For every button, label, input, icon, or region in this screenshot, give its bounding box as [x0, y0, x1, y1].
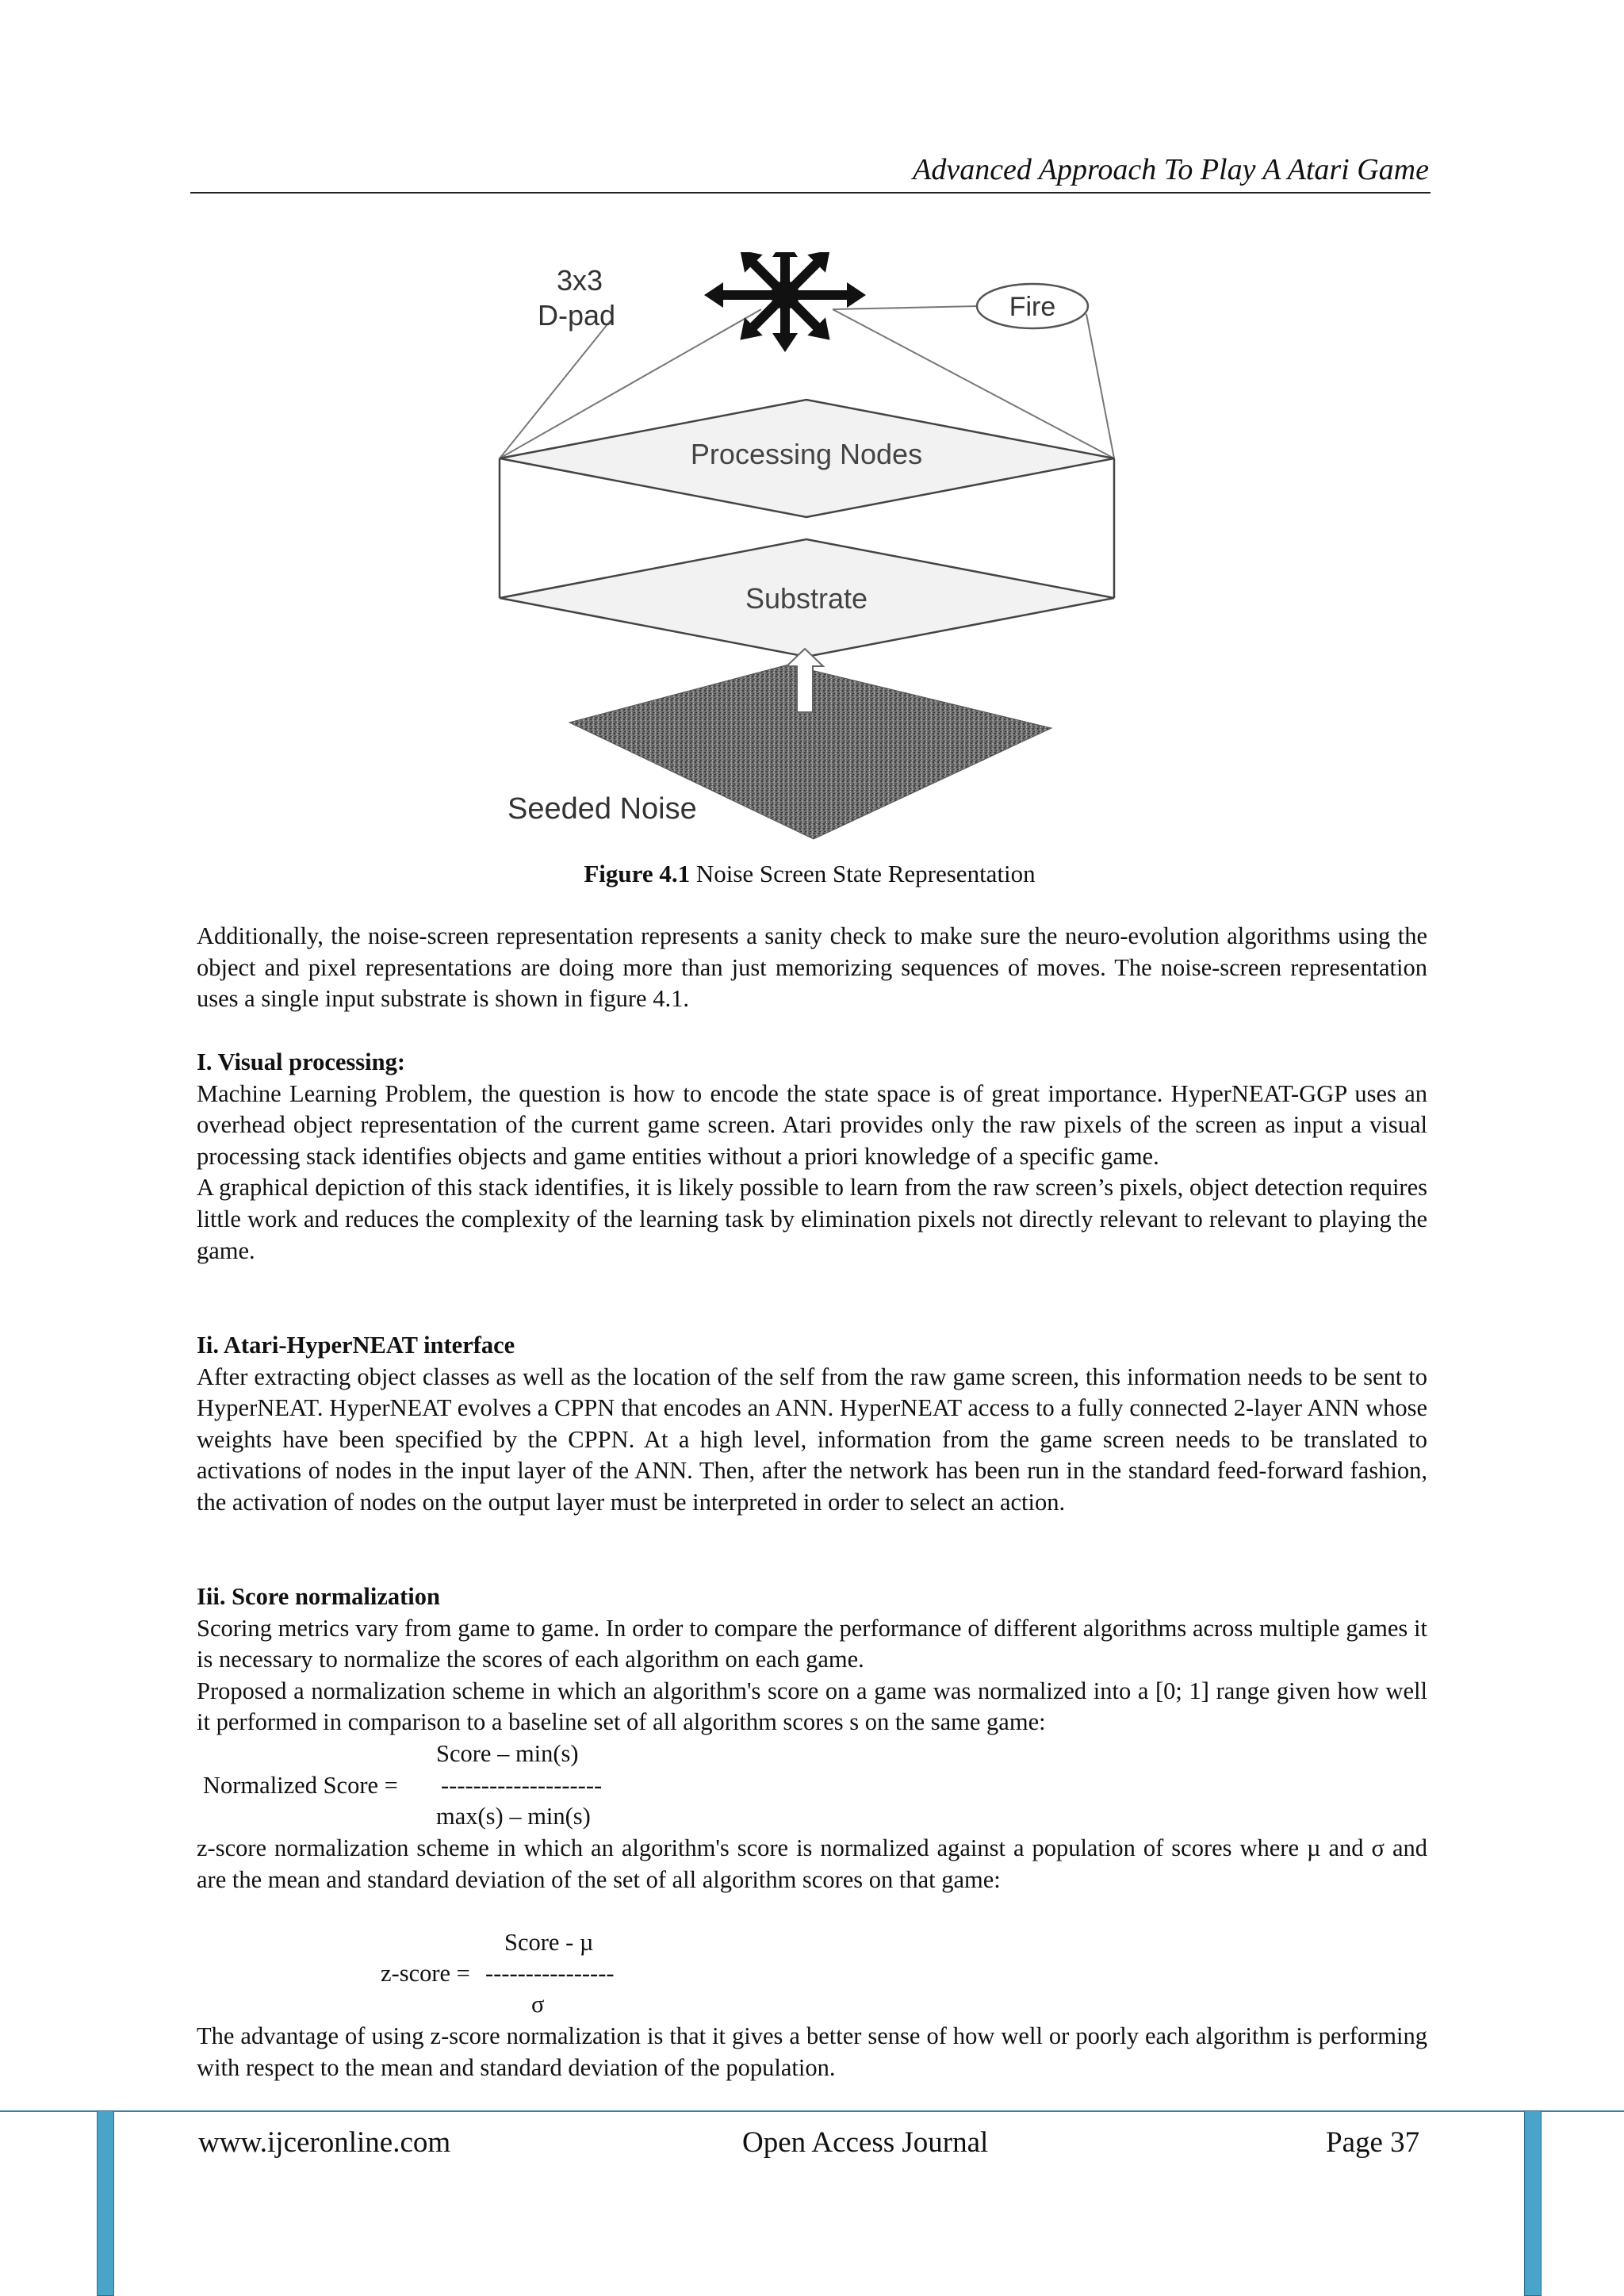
footer-website: www.ijceronline.com	[198, 2126, 451, 2159]
paragraph: The advantage of using z-score normalization is that it gives a better sense of how well or poorly each algorithm is performing with respect to the mean and standard deviation of the population.	[197, 2022, 1427, 2081]
eq1-fraction-bar: --------------------	[441, 1772, 603, 1799]
paragraph: z-score normalization scheme in which an algorithm's score is normalized against a population of scores where µ and σ and are the mean and standard deviation of the set of all algorithm scores on that game:	[197, 1834, 1427, 1893]
figure-caption-label: Figure 4.1	[584, 860, 691, 887]
connector-line	[500, 320, 611, 458]
eq2-denominator: σ	[531, 1991, 545, 2018]
section-hyperneat-interface	[197, 1330, 1427, 1519]
figure-caption-text: Noise Screen State Representation	[690, 860, 1036, 887]
figure-4-1	[476, 252, 1150, 847]
paragraph: Machine Learning Problem, the question is how to encode the state space is of great importance. HyperNEAT-GGP uses an overhead object representation of the current game screen. Atari provides only the raw pixels of the screen as input a visual processing stack identifies objects and game entities without a priori knowledge of a specific game.	[197, 1079, 1427, 1170]
conclusion-paragraph	[197, 2021, 1427, 2083]
section-score-normalization	[197, 1581, 1427, 1738]
processing-nodes-label: Processing Nodes	[690, 438, 923, 470]
eq1-lhs: Normalized Score =	[203, 1772, 398, 1799]
eq1-numerator: Score – min(s)	[436, 1740, 579, 1767]
footer-page-number: Page 37	[1326, 2126, 1420, 2159]
section-visual-processing	[197, 1047, 1427, 1267]
fire-label: Fire	[1009, 292, 1056, 322]
dpad-label-line2: D-pad	[538, 299, 616, 332]
footer-left-bar	[97, 2110, 114, 2296]
connector-line	[1086, 314, 1114, 458]
paragraph: Scoring metrics vary from game to game. In order to compare the performance of different algorithms across multiple games it is necessary to normalize the scores of each algorithm on each game.	[197, 1614, 1427, 1673]
seeded-noise-label: Seeded Noise	[508, 792, 697, 826]
intro-paragraph	[197, 921, 1427, 1015]
eq2-fraction-bar: ----------------	[485, 1960, 615, 1987]
section-heading: I. Visual processing:	[197, 1048, 405, 1075]
running-title: Advanced Approach To Play A Atari Game	[913, 153, 1429, 186]
eq2-numerator: Score - µ	[504, 1929, 594, 1956]
eq1-denominator: max(s) – min(s)	[436, 1803, 591, 1830]
dpad-label-line1: 3x3	[557, 264, 603, 297]
footer-journal: Open Access Journal	[742, 2126, 989, 2159]
paragraph: A graphical depiction of this stack identifies, it is likely possible to learn from the raw screen’s pixels, object detection requires little work and reduces the complexity of the learning task by elimination pixels not directly relevant to relevant to playing the game.	[197, 1174, 1427, 1264]
paragraph: After extracting object classes as well as the location of the self from the raw game screen, this information needs to be sent to HyperNEAT. HyperNEAT evolves a CPPN that encodes an ANN. HyperNEAT access to a fully connected 2-layer ANN whose weights have been specified by the CPPN. At a high level, information from the game screen needs to be translated to activations of nodes in the input layer of the ANN. Then, after the network has been run in the standard feed-forward fashion, the activation of nodes on the output layer must be interpreted in order to select an action.	[197, 1363, 1427, 1516]
section-heading: Ii. Atari-HyperNEAT interface	[197, 1332, 515, 1359]
substrate-label: Substrate	[745, 582, 868, 615]
zscore-paragraph	[197, 1833, 1427, 1895]
paragraph: Proposed a normalization scheme in which an algorithm's score on a game was normalized into a [0; 1] range given how well it performed in comparison to a baseline set of all algorithm scores s on the same game:	[197, 1677, 1427, 1736]
connector-line	[833, 306, 978, 309]
footer-right-bar	[1524, 2110, 1542, 2296]
footer-rule	[0, 2110, 1624, 2112]
figure-caption	[190, 857, 1429, 891]
header-rule	[190, 192, 1431, 194]
section-heading: Iii. Score normalization	[197, 1583, 440, 1610]
intro-text: Additionally, the noise-screen representation represents a sanity check to make sure the neuro-evolution algorithms using the object and pixel representations are doing more than just memorizing sequences of moves. The noise-screen representation uses a single input substrate is shown in figure 4.1.	[197, 922, 1427, 1013]
dpad-arrows-icon	[704, 252, 866, 352]
eq2-lhs: z-score =	[381, 1960, 470, 1987]
